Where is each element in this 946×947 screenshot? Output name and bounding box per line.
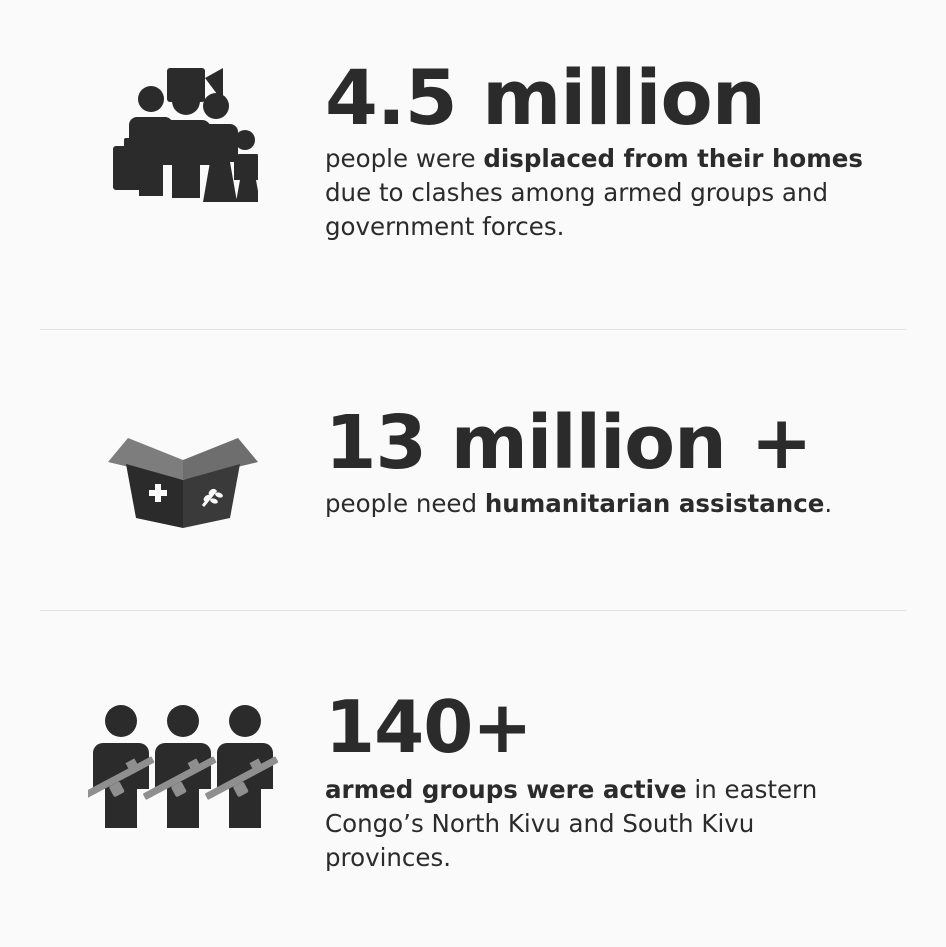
stat-description-part: . (824, 488, 833, 518)
stat-number: 140+ (325, 684, 532, 769)
armed-group-icon (88, 703, 278, 828)
stat-icon-cell (40, 62, 325, 208)
stat-description-part: people need (325, 488, 485, 518)
stat-description (325, 142, 865, 243)
stat-text-cell (325, 684, 906, 875)
stat-description-part: due to clashes among armed groups and government forces. (325, 177, 829, 241)
stat-description (325, 773, 885, 874)
stat-icon-cell (40, 693, 325, 828)
aid-box-icon (108, 418, 258, 528)
stat-text-cell (325, 53, 906, 244)
stat-description-part: in eastern Congo’s North Kivu and South Kivu provinces. (325, 775, 818, 872)
stat-row (40, 611, 906, 947)
stat-description (325, 487, 885, 521)
stat-description-emphasis: armed groups were active (325, 775, 687, 805)
stat-number: 13 million + (325, 400, 812, 487)
stat-icon-cell (40, 408, 325, 528)
stat-text-cell (325, 400, 906, 520)
stat-row (40, 0, 906, 329)
stat-description-emphasis: displaced from their homes (483, 144, 863, 174)
stat-description-part: people were (325, 144, 484, 174)
displaced-family-icon (108, 68, 258, 208)
stat-description-emphasis: humanitarian assistance (484, 488, 825, 518)
stat-number: 4.5 million (325, 53, 765, 142)
stat-row (40, 330, 906, 609)
